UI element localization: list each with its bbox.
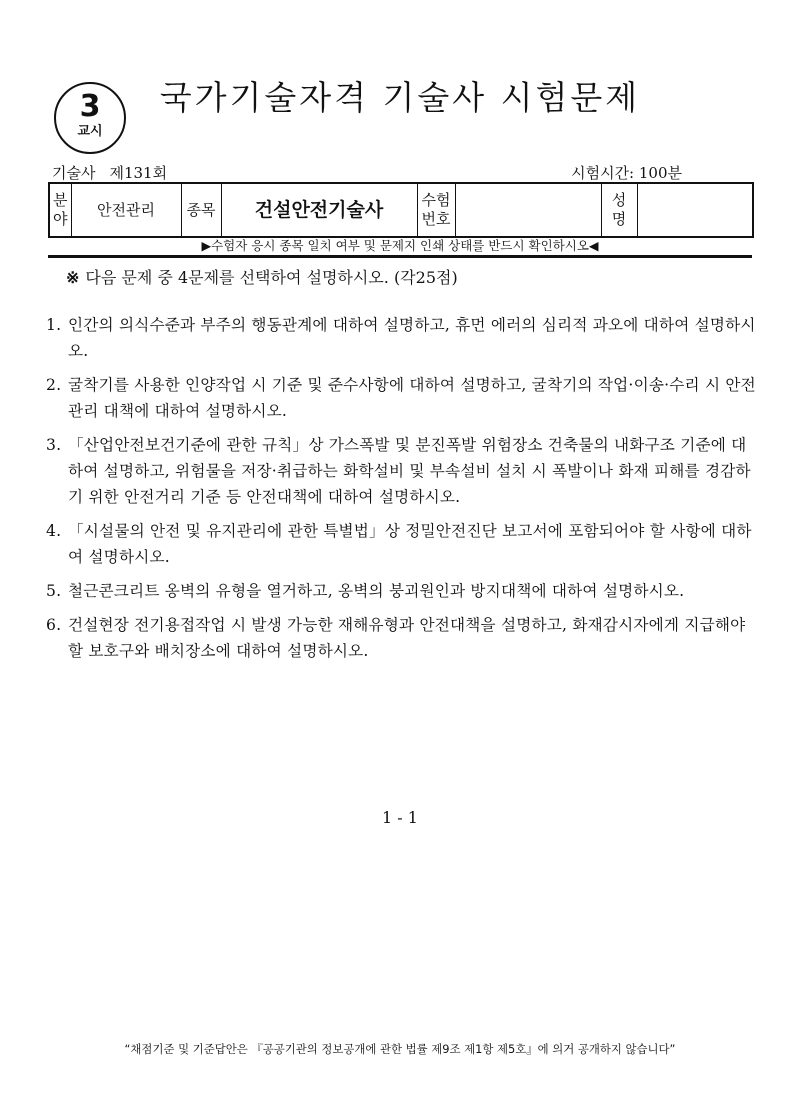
question-text: 인간의 의식수준과 부주의 행동관계에 대하여 설명하고, 휴먼 에러의 심리적 과오에 대하여 설명하시오. bbox=[68, 316, 756, 360]
reference-mark-icon: ※ bbox=[66, 268, 80, 287]
name-field[interactable] bbox=[637, 183, 753, 237]
question-number: 4. bbox=[46, 522, 62, 540]
verification-notice: ▶수험자 응시 종목 일치 여부 및 문제지 인쇄 상태를 반드시 확인하시오◀ bbox=[48, 237, 752, 258]
question-text: 건설현장 전기용접작업 시 발생 가능한 재해유형과 안전대책을 설명하고, 화재감시자에게 지급해야 할 보호구와 배치장소에 대하여 설명하시오. bbox=[68, 616, 746, 660]
field-value: 안전관리 bbox=[71, 183, 181, 237]
field-label: 분 야 bbox=[49, 183, 71, 237]
question-number: 2. bbox=[46, 376, 62, 394]
question-number: 5. bbox=[46, 582, 62, 600]
question-text: 「산업안전보건기준에 관한 규칙」상 가스폭발 및 분진폭발 위험장소 건축물의 내화구조 기준에 대하여 설명하고, 위험물을 저장·취급하는 화학설비 및 부속설비 설치 시 폭발이나 화재 피해를 경감하기 위한 안전거리 기준 등 안전대책에 대하여 설명하시오. bbox=[68, 436, 751, 506]
candidate-info-table bbox=[48, 182, 754, 238]
question-list bbox=[46, 312, 758, 672]
exam-category: 기술사 bbox=[52, 164, 96, 182]
exam-number-label: 수험 번호 bbox=[417, 183, 455, 237]
type-label: 종목 bbox=[181, 183, 221, 237]
session-badge bbox=[54, 82, 126, 154]
question-text: 철근콘크리트 옹벽의 유형을 열거하고, 옹벽의 붕괴원인과 방지대책에 대하여 설명하시오. bbox=[68, 582, 685, 600]
question-item bbox=[46, 432, 758, 510]
question-number: 6. bbox=[46, 616, 62, 634]
name-label: 성 명 bbox=[601, 183, 637, 237]
question-number: 3. bbox=[46, 436, 62, 454]
instruction bbox=[66, 265, 458, 288]
question-text: 「시설물의 안전 및 유지관리에 관한 특별법」상 정밀안전진단 보고서에 포함되어야 할 사항에 대하여 설명하시오. bbox=[68, 522, 752, 566]
question-item bbox=[46, 518, 758, 570]
exam-round: 제131회 bbox=[109, 164, 168, 182]
session-label: 교시 bbox=[77, 124, 103, 139]
footer-note: “채점기준 및 기준답안은 『공공기관의 정보공개에 관한 법률 제9조 제1항 제5호』에 의거 공개하지 않습니다” bbox=[124, 1042, 676, 1056]
question-item bbox=[46, 612, 758, 664]
session-number: 3 bbox=[79, 89, 101, 124]
exam-meta bbox=[50, 162, 754, 182]
question-text: 굴착기를 사용한 인양작업 시 기준 및 준수사항에 대하여 설명하고, 굴착기의 작업·이송·수리 시 안전관리 대책에 대하여 설명하시오. bbox=[68, 376, 756, 420]
exam-number-field[interactable] bbox=[455, 183, 601, 237]
page-title: 국가기술자격 기술사 시험문제 bbox=[159, 78, 641, 117]
question-item bbox=[46, 312, 758, 364]
question-number: 1. bbox=[46, 316, 62, 334]
page-number: 1 - 1 bbox=[382, 808, 418, 827]
type-value: 건설안전기술사 bbox=[221, 183, 417, 237]
question-item bbox=[46, 578, 758, 604]
question-item bbox=[46, 372, 758, 424]
exam-time: 시험시간: 100분 bbox=[571, 164, 682, 182]
instruction-text: 다음 문제 중 4문제를 선택하여 설명하시오. (각25점) bbox=[85, 268, 458, 287]
